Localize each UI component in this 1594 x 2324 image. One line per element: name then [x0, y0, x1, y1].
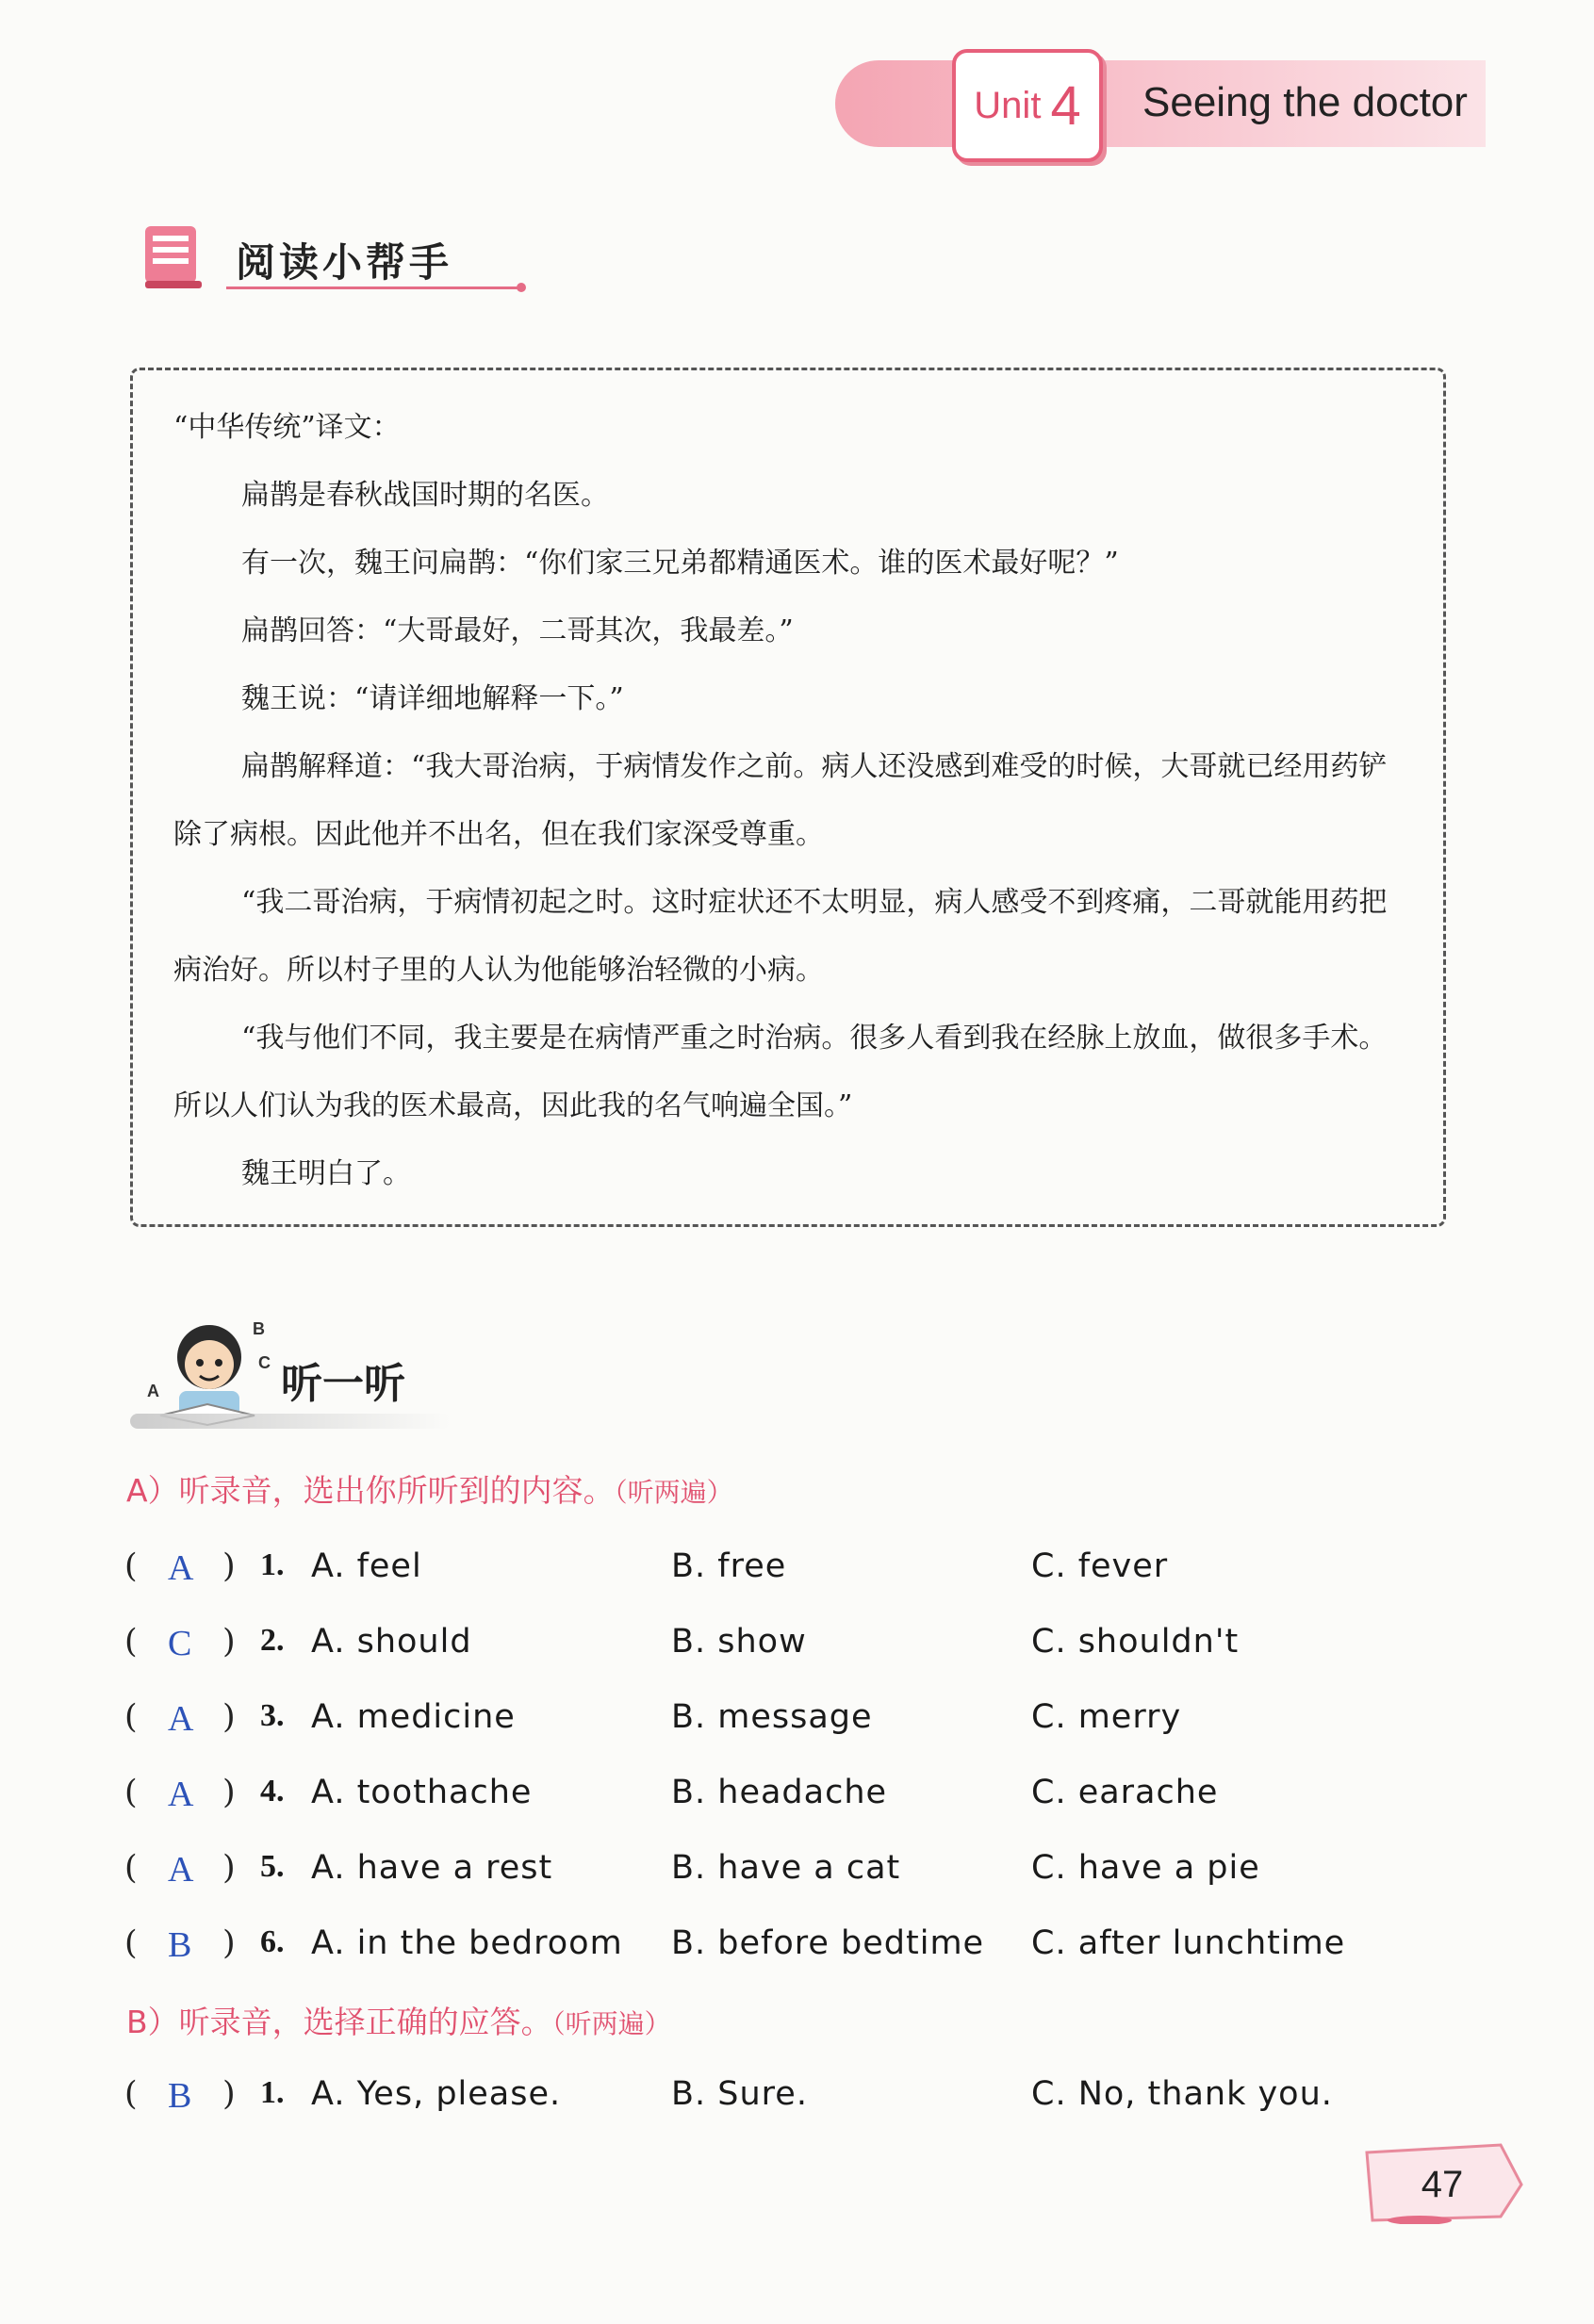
translation-line: 魏王明白了。: [241, 1157, 411, 1190]
paren-open: (: [124, 1924, 138, 1962]
answer-letter: A: [168, 1850, 194, 1890]
translation-line: “中华传统”译文：: [173, 411, 401, 444]
paren-close: ): [222, 1623, 236, 1661]
question-number: 5.: [260, 1849, 285, 1884]
paren-open: (: [124, 1849, 138, 1887]
translation-text: [173, 394, 1414, 1208]
answer-letter: C: [168, 1624, 192, 1663]
option-a: A. medicine: [311, 1698, 516, 1736]
answer-letter: A: [168, 1699, 194, 1739]
paren-open: (: [124, 1623, 138, 1661]
part-a-instruction-text: A）听录音，选出你所听到的内容。: [126, 1472, 615, 1509]
book-icon: [141, 222, 207, 292]
paren-open: (: [124, 1698, 138, 1736]
title-underline: [226, 286, 520, 289]
option-b: B. free: [671, 1547, 787, 1585]
question-number: 6.: [260, 1924, 285, 1959]
question-number: 1.: [260, 1547, 285, 1582]
part-b-instruction-text: B）听录音，选择正确的应答。: [126, 2004, 552, 2040]
question-number: 2.: [260, 1623, 285, 1658]
svg-text:B: B: [253, 1319, 265, 1338]
option-c: C. after lunchtime: [1031, 1924, 1346, 1962]
answer-letter: A: [168, 1775, 194, 1814]
option-c: C. fever: [1031, 1547, 1169, 1585]
part-a-instruction: [126, 1466, 733, 1511]
question-row: [124, 1924, 1463, 1981]
option-b: B. before bedtime: [671, 1924, 985, 1962]
translation-line: 魏王说：“请详细地解释一下。”: [241, 682, 624, 715]
paren-open: (: [124, 1774, 138, 1811]
answer-letter: A: [168, 1548, 194, 1588]
option-a: A. have a rest: [311, 1849, 553, 1887]
part-b-note: （听两遍）: [551, 2008, 671, 2039]
option-b: B. headache: [671, 1774, 888, 1811]
heading-shadow: [130, 1414, 451, 1429]
translation-line: 扁鹊解释道：“我大哥治病，于病情发作之前。病人还没感到难受的时候，大哥就已经用药铲除了病根。因此他并不出名，但在我们家深受尊重。: [173, 750, 1388, 851]
translation-line: “我二哥治病，于病情初起之时。这时症状还不太明显，病人感受不到疼痛，二哥就能用药把病治好。所以村子里的人认为他能够治轻微的小病。: [173, 886, 1388, 987]
svg-text:C: C: [258, 1353, 271, 1372]
paren-close: ): [222, 1849, 236, 1887]
part-a-note: （听两遍）: [614, 1477, 733, 1508]
paren-open: (: [124, 1547, 138, 1585]
listening-title: 听一听: [281, 1360, 405, 1408]
option-b: B. have a cat: [671, 1849, 901, 1887]
option-a: A. in the bedroom: [311, 1924, 623, 1962]
unit-number: 4: [1050, 74, 1081, 137]
title-underline-dot: [517, 283, 526, 292]
answer-letter: B: [168, 1925, 192, 1965]
option-b: B. message: [671, 1698, 873, 1736]
translation-line: 有一次，魏王问扁鹊：“你们家三兄弟都精通医术。谁的医术最好呢？”: [241, 547, 1119, 580]
option-a: A. feel: [311, 1547, 422, 1585]
paren-close: ): [222, 1774, 236, 1811]
option-c: C. merry: [1031, 1698, 1182, 1736]
svg-text:A: A: [147, 1382, 159, 1400]
question-row: [124, 1547, 1463, 1604]
paren-close: ): [222, 2075, 236, 2113]
question-row: [124, 1623, 1463, 1679]
question-row: [124, 1774, 1463, 1830]
translation-line: 扁鹊回答：“大哥最好，二哥其次，我最差。”: [241, 614, 794, 647]
question-row: [124, 1698, 1463, 1755]
unit-label: Unit: [974, 84, 1042, 126]
unit-badge: [952, 49, 1103, 162]
option-c: C. have a pie: [1031, 1849, 1260, 1887]
part-b-instruction: [126, 1998, 671, 2042]
paren-close: ): [222, 1547, 236, 1585]
option-a: A. toothache: [311, 1774, 533, 1811]
kid-reading-icon: [141, 1310, 273, 1429]
unit-title: Seeing the doctor: [1142, 79, 1468, 125]
answer-letter: B: [168, 2076, 192, 2116]
option-c: C. earache: [1031, 1774, 1219, 1811]
reading-helper-title: 阅读小帮手: [236, 239, 453, 286]
paren-close: ): [222, 1698, 236, 1736]
question-row: [124, 2075, 1463, 2132]
option-a: A. should: [311, 1623, 472, 1661]
paren-close: ): [222, 1924, 236, 1962]
option-c: C. No, thank you.: [1031, 2075, 1333, 2113]
page-number: 47: [1421, 2164, 1464, 2205]
option-b: B. Sure.: [671, 2075, 808, 2113]
option-c: C. shouldn't: [1031, 1623, 1240, 1661]
option-a: A. Yes, please.: [311, 2075, 562, 2113]
question-number: 4.: [260, 1774, 285, 1808]
question-row: [124, 1849, 1463, 1906]
translation-line: “我与他们不同，我主要是在病情严重之时治病。很多人看到我在经脉上放血，做很多手术。所以人们认为我的医术最高，因此我的名气响遍全国。”: [173, 1022, 1388, 1122]
question-number: 3.: [260, 1698, 285, 1733]
translation-line: 扁鹊是春秋战国时期的名医。: [241, 479, 609, 512]
paren-open: (: [124, 2075, 138, 2113]
option-b: B. show: [671, 1623, 807, 1661]
question-number: 1.: [260, 2075, 285, 2110]
